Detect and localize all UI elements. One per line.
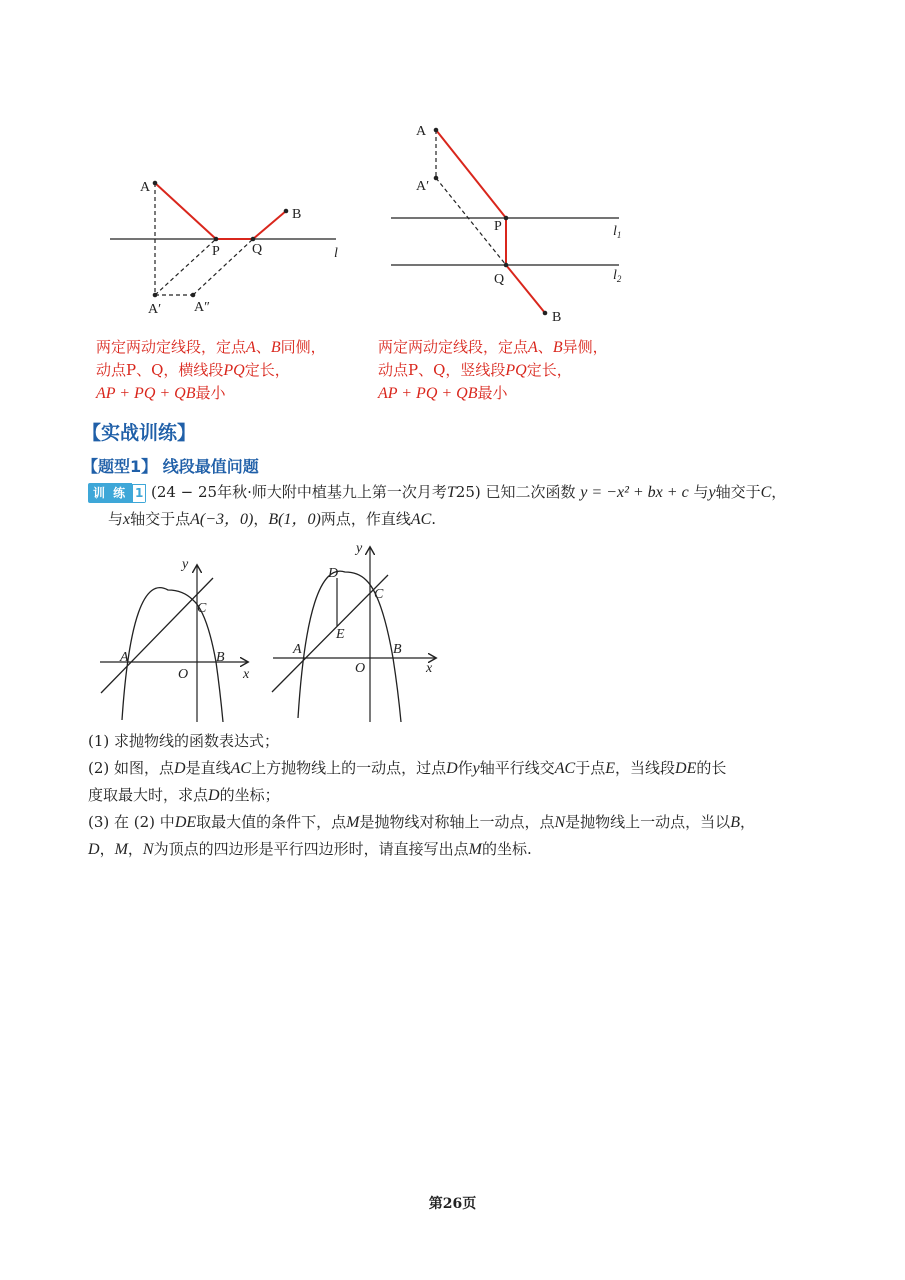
label-aprime: A′ <box>148 302 162 317</box>
segment-qb <box>506 265 545 313</box>
line-ac <box>272 575 388 692</box>
label-y: y <box>356 541 363 556</box>
label-p: P <box>494 219 502 234</box>
point-b <box>284 209 289 214</box>
label-o: O <box>178 667 189 682</box>
label-e: E <box>336 627 345 642</box>
label-a: A <box>293 642 302 657</box>
page-number: 第26页 <box>428 1196 477 1212</box>
exercise-intro <box>88 479 828 533</box>
graph-parabola-2 <box>270 540 445 725</box>
label-line-l: l <box>334 246 338 261</box>
dash-adprime-q <box>193 239 253 295</box>
exercise-badge: 训 练 1 <box>88 483 146 503</box>
point-q <box>504 263 509 268</box>
note-right-line3: AP + PQ + QB最小 <box>378 384 508 402</box>
label-a: A <box>140 180 151 195</box>
note-opposite-side <box>378 336 678 405</box>
note-left-line1: 两定两动定线段，定点A、B同侧， <box>96 338 326 356</box>
question-2-line2: 度取最大时，求点D的坐标； <box>88 786 280 804</box>
label-a: A <box>120 650 129 665</box>
type-title: 【题型1】 线段最值问题 <box>82 457 259 476</box>
label-adprime: A″ <box>194 300 210 315</box>
label-o: O <box>355 661 366 676</box>
parabola <box>298 571 401 722</box>
label-x: x <box>243 667 250 682</box>
segment-ap <box>436 130 506 218</box>
point-adprime <box>191 293 196 298</box>
diagram-same-side <box>100 175 350 325</box>
point-aprime <box>434 176 439 181</box>
label-b: B <box>393 642 402 657</box>
segment-qb <box>253 211 286 239</box>
label-a: A <box>416 124 427 139</box>
graph-parabola-1 <box>95 550 260 725</box>
point-a <box>434 128 439 133</box>
segment-ap <box>155 183 216 239</box>
label-c: C <box>197 601 207 616</box>
label-c: C <box>374 587 384 602</box>
point-b <box>543 311 548 316</box>
point-p <box>504 216 509 221</box>
section-title: 【实战训练】 <box>82 422 197 444</box>
label-l2: $l_2$ <box>613 268 622 284</box>
diagram-opposite-side <box>385 115 645 330</box>
label-d: D <box>328 566 339 581</box>
label-x: x <box>426 661 433 676</box>
note-right-line2: 动点P、Q，竖线段PQ定长， <box>378 361 572 379</box>
note-left-line2: 动点P、Q，横线段PQ定长， <box>96 361 290 379</box>
exercise-line1: 训 练 1 (24 − 25年秋·师大附中植基九上第一次月考T25) 已知二次函数 y = −x² + bx + c 与y轴交于C， <box>88 479 828 506</box>
label-l1: $l_1$ <box>613 224 622 240</box>
question-1: (1) 求抛物线的函数表达式； <box>88 732 280 750</box>
dash-aprime-p <box>155 239 216 295</box>
line-ac <box>101 578 213 693</box>
label-b: B <box>552 310 562 325</box>
question-2-line1: (2) 如图，点D是直线AC上方抛物线上的一动点，过点D作y轴平行线交AC于点E，当线段DE的长 <box>88 759 727 777</box>
point-aprime <box>153 293 158 298</box>
label-y: y <box>182 557 189 572</box>
label-b: B <box>292 207 302 222</box>
note-right-line1: 两定两动定线段，定点A、B异侧， <box>378 338 608 356</box>
exercise-line2: 与x轴交于点A(−3，0)，B(1，0)两点，作直线AC. <box>108 510 437 528</box>
point-q <box>251 237 256 242</box>
questions <box>88 728 828 863</box>
parabola <box>122 588 223 722</box>
question-3-line2: D，M，N为顶点的四边形是平行四边形时，请直接写出点M的坐标. <box>88 840 532 858</box>
label-b: B <box>216 650 225 665</box>
point-a <box>153 181 158 186</box>
label-q: Q <box>494 272 505 287</box>
note-left-line3: AP + PQ + QB最小 <box>96 384 226 402</box>
question-3-line1: (3) 在 (2) 中DE取最大值的条件下，点M是抛物线对称轴上一动点，点N是抛物线上一动点，当以B， <box>88 813 755 831</box>
label-p: P <box>212 244 220 259</box>
label-q: Q <box>252 242 263 257</box>
note-same-side <box>96 336 376 405</box>
point-p <box>214 237 219 242</box>
label-aprime: A′ <box>416 179 430 194</box>
